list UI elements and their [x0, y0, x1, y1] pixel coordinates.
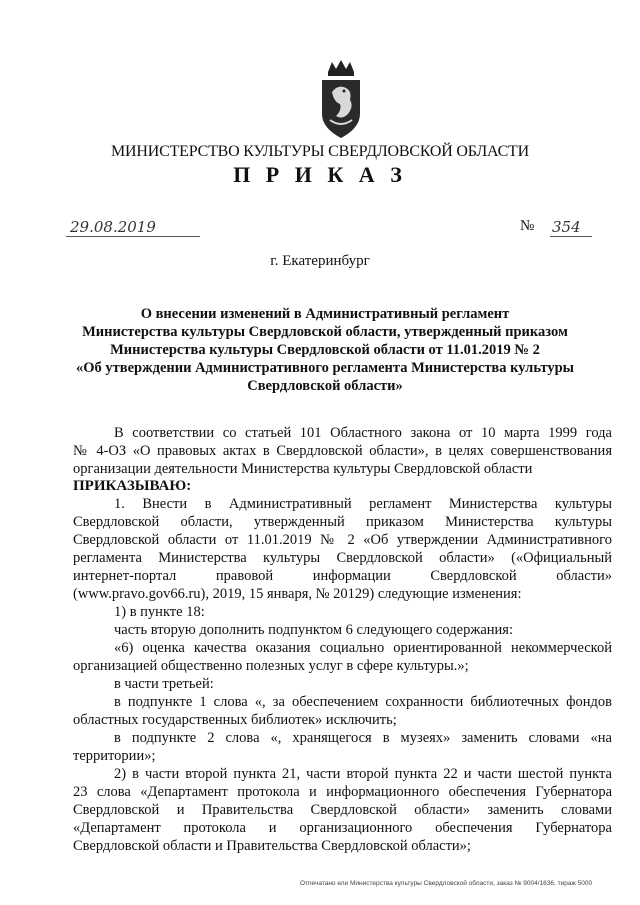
coat-of-arms-emblem — [316, 58, 366, 142]
ministry-name: МИНИСТЕРСТВО КУЛЬТУРЫ СВЕРДЛОВСКОЙ ОБЛАСТИ — [111, 143, 529, 160]
city-line: г. Екатеринбург — [270, 253, 370, 269]
body-line: Свердловской и Правительства Свердловской области» заменить словами — [73, 802, 612, 818]
body-line: 1) в пункте 18: — [114, 604, 205, 620]
print-footer: Отпечатано ели Министерства культуры Свердловской области, заказ № 9004/1636, тираж 5000 — [300, 880, 593, 887]
body-line: № 4-ОЗ «О правовых актах в Свердловской области», в целях совершенствования — [73, 443, 612, 459]
body-line: (www.pravo.gov66.ru), 2019, 15 января, № 20129) следующие изменения: — [73, 586, 522, 602]
body-line: «6) оценка качества оказания социально ориентированной некоммерческой — [114, 640, 612, 656]
body-line: интернет-портал правовой информации Свердловской области» — [73, 568, 612, 584]
order-number-label: № — [520, 218, 535, 234]
body-line: часть вторую дополнить подпунктом 6 следующего содержания: — [114, 622, 513, 638]
body-line: в подпункте 1 слова «, за обеспечением сохранности библиотечных фондов — [114, 694, 612, 710]
heading-line: О внесении изменений в Административный регламент — [140, 306, 510, 322]
body-line: «Департамент протокола и организационного обеспечения Губернатора — [73, 820, 612, 836]
body-line: в части третьей: — [114, 676, 214, 692]
body-line: Свердловской области, утвержденный приказом Министерства культуры — [73, 514, 612, 530]
heading-line: Министерства культуры Свердловской области, утвержденный приказом — [82, 324, 568, 340]
order-command: ПРИКАЗЫВАЮ: — [73, 478, 192, 494]
body-line: регламента Министерства культуры Свердловской области» («Официальный — [73, 550, 612, 566]
order-date: 29.08.2019 — [66, 218, 200, 237]
heading-line: Министерства культуры Свердловской области от 11.01.2019 № 2 — [110, 342, 540, 358]
body-line: 23 слова «Департамент протокола и информационного обеспечения Губернатора — [73, 784, 612, 800]
body-line: областных государственных библиотек» исключить; — [73, 712, 397, 728]
body-line: 1. Внести в Административный регламент Министерства культуры — [114, 496, 612, 512]
heading-line: Свердловской области» — [247, 378, 403, 394]
heading-line: «Об утверждении Административного регламента Министерства культуры — [75, 360, 574, 376]
body-line: организации деятельности Министерства культуры Свердловской области — [73, 461, 533, 477]
document-type-title: П Р И К А З — [233, 162, 407, 187]
body-line: территории»; — [73, 748, 156, 764]
body-line: Свердловской области от 11.01.2019 № 2 «Об утверждении Административного — [73, 532, 612, 548]
body-line: Свердловской области и Правительства Свердловской области»; — [73, 838, 471, 854]
order-heading — [70, 305, 580, 395]
body-line: 2) в части второй пункта 21, части второй пункта 22 и части шестой пункта — [114, 766, 612, 782]
body-line: в подпункте 2 слова «, хранящегося в музеях» заменить словами «на — [114, 730, 612, 746]
body-line: организацией общественно полезных услуг в сфере культуры.»; — [73, 658, 469, 674]
order-number: 354 — [550, 218, 592, 237]
body-line: В соответствии со статьей 101 Областного закона от 10 марта 1999 года — [114, 425, 612, 441]
